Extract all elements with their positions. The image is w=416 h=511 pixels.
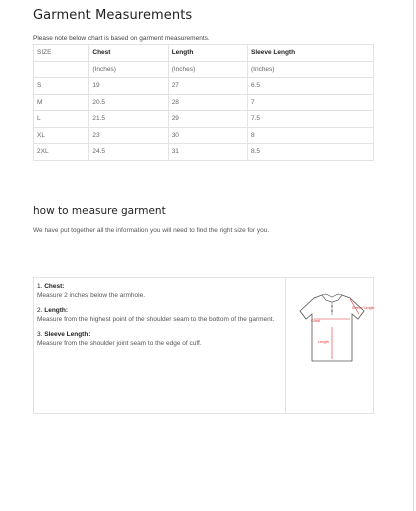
unit-size <box>34 61 89 78</box>
length-label: Length <box>318 340 329 344</box>
size-cell: M <box>34 94 89 111</box>
size-cell: S <box>34 78 89 95</box>
sleeve-cell: 8.5 <box>247 144 373 161</box>
table-row <box>34 78 374 95</box>
chest-cell: 21.5 <box>89 111 168 128</box>
length-cell: 28 <box>168 94 247 111</box>
step-length <box>37 306 281 324</box>
guide-divider <box>285 278 286 413</box>
size-cell: 2XL <box>34 144 89 161</box>
sleeve-cell: 6.5 <box>247 78 373 95</box>
step-label: Sleeve Length: <box>44 331 91 338</box>
sleeve-cell: 7.5 <box>247 111 373 128</box>
table-row <box>34 144 374 161</box>
step-description: Measure from the shoulder joint seam to the edge of cuff. <box>37 340 202 347</box>
step-description: Measure 2 inches below the armhole. <box>37 292 146 299</box>
step-description: Measure from the highest point of the shoulder seam to the bottom of the garment. <box>37 316 275 323</box>
measure-guide-box <box>33 277 374 414</box>
size-cell: L <box>34 111 89 128</box>
header-chest: Chest <box>89 45 168 62</box>
page-title: Garment Measurements <box>33 8 193 23</box>
header-size: SIZE <box>34 45 89 62</box>
length-cell: 30 <box>168 127 247 144</box>
polo-shirt-icon <box>292 289 375 364</box>
table-row <box>34 94 374 111</box>
step-label: Chest: <box>44 283 65 290</box>
guide-steps <box>37 282 281 354</box>
chest-cell: 20.5 <box>89 94 168 111</box>
step-number: 3. <box>37 331 43 338</box>
table-units-row <box>34 61 374 78</box>
header-sleeve-length: Sleeve Length <box>247 45 373 62</box>
length-cell: 29 <box>168 111 247 128</box>
step-label: Length: <box>44 307 69 314</box>
chest-cell: 24.5 <box>89 144 168 161</box>
header-length: Length <box>168 45 247 62</box>
chart-note: Please note below chart is based on garment measurements. <box>33 35 210 42</box>
step-sleeve-length <box>37 330 281 348</box>
size-cell: XL <box>34 127 89 144</box>
length-cell: 27 <box>168 78 247 95</box>
sleeve-label: Sleeve Length <box>352 306 375 310</box>
chest-cell: 19 <box>89 78 168 95</box>
size-chart-table <box>33 44 374 161</box>
chest-cell: 23 <box>89 127 168 144</box>
shirt-diagram <box>292 289 375 364</box>
unit-sleeve-length: (Inches) <box>247 61 373 78</box>
table-row <box>34 127 374 144</box>
section-intro: We have put together all the information you will need to find the right size for you. <box>33 227 270 234</box>
page-border <box>413 0 414 511</box>
section-title: how to measure garment <box>33 205 166 217</box>
step-number: 1. <box>37 283 43 290</box>
sleeve-cell: 7 <box>247 94 373 111</box>
length-cell: 31 <box>168 144 247 161</box>
unit-length: (Inches) <box>168 61 247 78</box>
table-row <box>34 111 374 128</box>
table-header-row <box>34 45 374 62</box>
chest-label: Chest <box>311 319 321 323</box>
sleeve-cell: 8 <box>247 127 373 144</box>
step-number: 2. <box>37 307 43 314</box>
step-chest <box>37 282 281 300</box>
unit-chest: (Inches) <box>89 61 168 78</box>
